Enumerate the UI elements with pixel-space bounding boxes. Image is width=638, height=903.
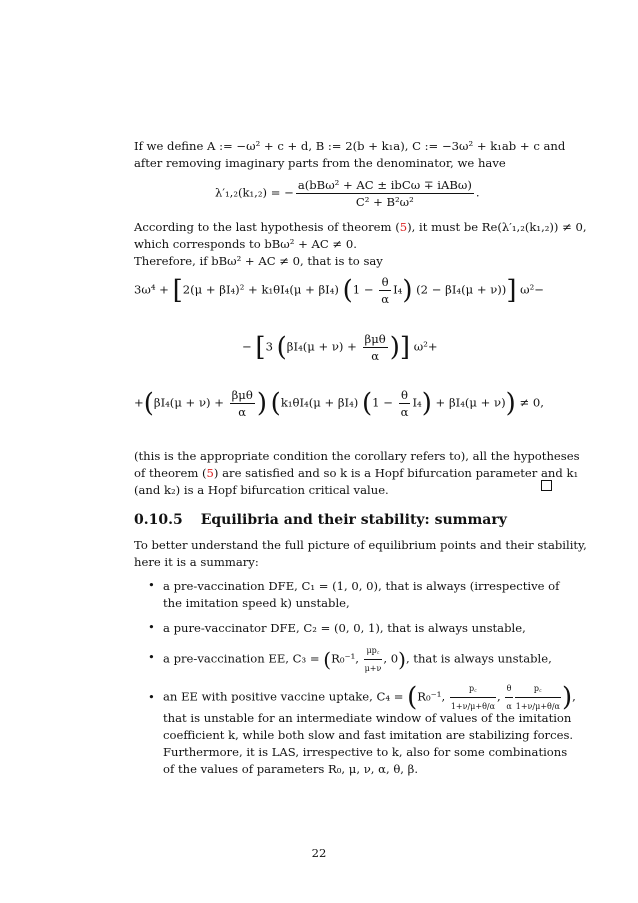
bracket-close: ] — [399, 332, 411, 363]
section-number: 0.10.5 — [134, 512, 183, 528]
paren-close: ) — [505, 388, 516, 419]
row3-b: βI₄(μ + ν) + — [153, 395, 228, 410]
bullet-3-line-1 — [163, 642, 555, 677]
row3-frac2 — [399, 388, 411, 419]
paren-close: ) — [398, 647, 406, 672]
row2-frac — [363, 332, 388, 363]
condition-line-3: Therefore, if bBω² + AC ≠ 0, that is to say — [134, 254, 383, 268]
row3-g: ≠ 0, — [519, 395, 544, 410]
big-eq-row-3 — [134, 388, 544, 419]
condition-line-2: which corresponds to bBω² + AC ≠ 0. — [134, 237, 357, 251]
qed-square-icon — [541, 480, 552, 491]
after-text-a: of theorem ( — [134, 466, 207, 480]
row3-frac1-num: βμθ — [231, 388, 253, 402]
equation-lambda-derivative — [215, 178, 480, 209]
theorem-ref-link[interactable]: 5 — [206, 466, 214, 480]
after-line-1: (this is the appropriate condition the corollary refers to), all the hypotheses — [134, 449, 580, 463]
row1-frac-den: α — [381, 292, 390, 306]
row1-b: 2(μ + βI₄)² + k₁θI₄(μ + βI₄) — [182, 282, 339, 297]
paren-open: ( — [407, 682, 418, 713]
row2-frac-num: βμθ — [364, 332, 386, 346]
b3-frac-num: μp꜀ — [364, 642, 383, 660]
row1-e: (2 − βI₄(μ + ν)) — [416, 282, 507, 297]
b4-frac3-den: 1+ν/μ+θ/α — [515, 702, 560, 711]
bullet-icon: • — [148, 690, 155, 704]
eq1-fraction — [296, 178, 474, 209]
row3-frac1 — [230, 388, 255, 419]
paren-close: ) — [421, 388, 432, 419]
big-eq-row-2 — [242, 332, 438, 363]
row3-frac1-den: α — [238, 405, 247, 419]
section-intro-1: To better understand the full picture of equilibrium points and their stability, — [134, 538, 587, 552]
paren-close: ) — [389, 332, 400, 363]
section-intro-2: here it is a summary: — [134, 555, 259, 569]
bullet-2-line-1: a pure-vaccinator DFE, C₂ = (0, 0, 1), that is always unstable, — [163, 621, 526, 635]
row3-frac2-num: θ — [399, 388, 411, 404]
paren-open: ( — [342, 275, 353, 306]
b4-frac3-num: p꜀ — [515, 680, 561, 698]
bullet-icon: • — [148, 650, 155, 664]
intro-line-2: after removing imaginary parts from the denominator, we have — [134, 156, 506, 170]
bracket-close: ] — [506, 275, 517, 306]
eq1-denominator: C² + B²ω² — [355, 195, 414, 209]
paren-open: ( — [270, 388, 281, 419]
row2-c: βI₄(μ + ν) + — [286, 339, 361, 354]
b3-a: a pre-vaccination EE, C₃ = — [163, 651, 324, 666]
b4-a: an EE with positive vaccine uptake, C₄ = — [163, 689, 408, 704]
theorem-ref-link[interactable]: 5 — [399, 220, 408, 234]
paren-open: ( — [362, 388, 373, 419]
row1-f: ω²− — [520, 282, 544, 297]
b3-c: , 0 — [383, 651, 399, 666]
bullet-4-line-4: Furthermore, it is LAS, irrespective to k, also for some combinations — [163, 745, 568, 759]
condition-text-a: According to the last hypothesis of theorem ( — [134, 220, 400, 234]
bracket-open: [ — [255, 332, 266, 363]
row3-f: + βI₄(μ + ν) — [435, 395, 506, 410]
row1-c: 1 − — [352, 282, 378, 297]
row3-frac2-den: α — [400, 405, 409, 419]
paren-open: ( — [276, 332, 287, 363]
eq1-end: . — [475, 185, 480, 200]
bullet-icon: • — [148, 578, 155, 592]
row1-frac — [379, 275, 391, 306]
b4-frac2-num: θ — [505, 680, 512, 698]
row2-a: − — [242, 339, 256, 354]
row3-a: + — [134, 395, 144, 410]
bullet-4-line-5: of the values of parameters R₀, μ, ν, α, θ, β. — [163, 762, 419, 776]
row1-frac-num: θ — [379, 275, 391, 291]
eq1-lhs: λ′₁,₂(k₁,₂) = − — [215, 185, 294, 200]
paren-close: ) — [256, 388, 267, 419]
paren-close: ) — [561, 682, 573, 713]
bullet-1-line-1: a pre-vaccination DFE, C₁ = (1, 0, 0), that is always (irrespective of — [163, 579, 560, 593]
intro-line-1: If we define A := −ω² + c + d, B := 2(b + k₁a), C := −3ω² + k₁ab + c and — [134, 139, 566, 153]
bracket-open: [ — [172, 275, 183, 306]
after-text-b: ) are satisfied and so k is a Hopf bifurcation parameter and k₁ — [213, 466, 579, 480]
condition-line-1 — [134, 219, 587, 236]
condition-text-b: ), it must be Re(λ′₁,₂(k₁,₂)) ≠ 0, — [407, 220, 587, 234]
bullet-4-line-3: coefficient k, while both slow and fast imitation are stabilizing forces. — [163, 728, 574, 742]
b3-frac — [364, 642, 383, 677]
b4-frac1-den: 1+ν/μ+θ/α — [450, 702, 495, 711]
eq1-numerator: a(bBω² + AC ± ibCω ∓ iABω) — [297, 178, 472, 192]
after-line-3: (and k₂) is a Hopf bifurcation critical value. — [134, 483, 389, 497]
section-heading — [134, 512, 507, 528]
b4-b: R₀⁻¹, — [417, 689, 449, 704]
b4-frac1-num: p꜀ — [450, 680, 496, 698]
after-line-2 — [134, 465, 579, 482]
row2-frac-den: α — [371, 349, 380, 363]
paren-close: ) — [402, 275, 413, 306]
row1-a: 3ω⁴ + — [134, 282, 173, 297]
b4-frac2-den: α — [506, 702, 512, 711]
paren-open: ( — [143, 388, 154, 419]
b3-frac-den: μ+ν — [364, 664, 382, 673]
row3-d: 1 − — [372, 395, 397, 410]
b4-d: , — [572, 689, 576, 704]
bullet-4-line-2: that is unstable for an intermediate window of values of the imitation — [163, 711, 572, 725]
row2-b: 3 — [265, 339, 273, 354]
row3-e: I₄ — [412, 395, 422, 410]
paren-open: ( — [323, 647, 332, 672]
page-number: 22 — [311, 846, 327, 860]
row2-d: ω²+ — [413, 339, 438, 354]
b4-c: , — [496, 689, 505, 704]
b3-d: , that is always unstable, — [405, 651, 552, 666]
bullet-1-line-2: the imitation speed k) unstable, — [163, 596, 350, 610]
section-title: Equilibria and their stability: summary — [200, 512, 507, 528]
row1-d: I₄ — [393, 282, 403, 297]
bullet-icon: • — [148, 620, 155, 634]
b3-b: R₀⁻¹, — [331, 651, 363, 666]
big-eq-row-1 — [134, 275, 544, 306]
row3-c: k₁θI₄(μ + βI₄) — [280, 395, 359, 410]
